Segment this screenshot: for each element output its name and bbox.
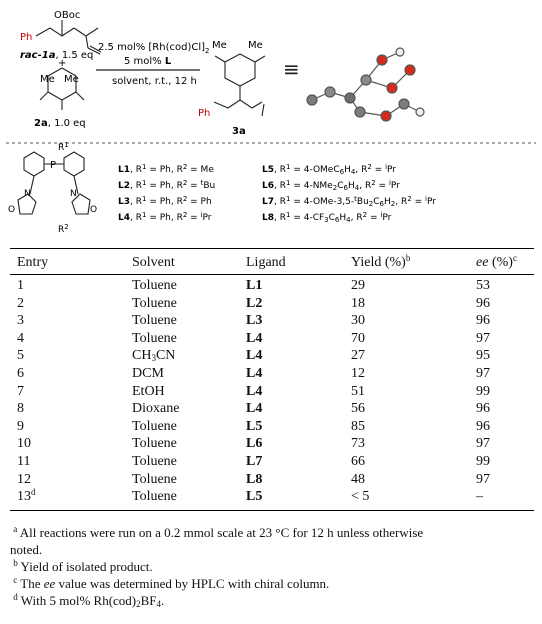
table-row xyxy=(10,347,534,365)
table-top-rule xyxy=(10,248,534,249)
cell-entry: 2 xyxy=(17,295,24,311)
cell-solvent: Toluene xyxy=(132,489,177,505)
substrate-label: rac-1a, 1.5 eq xyxy=(20,50,94,61)
product-me-right: Me xyxy=(248,40,263,51)
cell-entry: 11 xyxy=(17,454,31,469)
cell-yield: 48 xyxy=(351,471,365,487)
cell-ee: 95 xyxy=(476,348,490,364)
ligand-definition: L8, $R^1 = 4-CF_3C_6H_4$, $R^2 = ^iPr$ xyxy=(262,211,392,224)
table-row xyxy=(10,312,534,330)
cell-ee: 97 xyxy=(476,471,490,487)
ligand-r2-label: $R^2$ xyxy=(58,223,69,235)
cell-ligand: L6 xyxy=(246,436,263,452)
ligand-definition: L1, $R^1 = Ph$, $R^2 = Me$ xyxy=(118,163,214,175)
cell-ee: 99 xyxy=(476,383,490,399)
ligand-p-atom: P xyxy=(50,160,57,171)
cell-entry: 8 xyxy=(17,401,24,417)
cell-entry: 7 xyxy=(17,383,24,399)
header-yield: Yield (%)$^b$ xyxy=(351,253,411,270)
cell-entry: 5 xyxy=(17,348,24,364)
ligand-n-left: N xyxy=(24,189,31,199)
table-header-rule xyxy=(10,274,534,275)
cell-ligand: L3 xyxy=(246,313,263,329)
cell-ligand: L8 xyxy=(246,471,263,487)
header-ee: ee (%)$^c$ xyxy=(476,253,517,270)
cell-ligand: L4 xyxy=(246,330,263,346)
cell-ee: 96 xyxy=(476,418,490,434)
cell-yield: 27 xyxy=(351,348,365,364)
table-row xyxy=(10,400,534,418)
cell-yield: 73 xyxy=(351,436,365,452)
cell-ee: – xyxy=(476,489,483,505)
cell-entry: 3 xyxy=(17,313,24,329)
catalyst-line: 2.5 mol% $[Rh(cod)Cl]_2$ xyxy=(98,42,210,55)
table-row xyxy=(10,295,534,313)
cell-ligand: L2 xyxy=(246,295,263,311)
nucleophile-label: 2a, 1.0 eq xyxy=(34,118,86,129)
table-bottom-rule xyxy=(10,510,534,511)
table-row xyxy=(10,435,534,453)
ligand-n-right: N xyxy=(70,189,77,199)
footnote-c: $^c$ The ee value was determined by HPLC with chiral column. xyxy=(13,575,330,591)
ligand-definition: L5, $R^1$ = $4-OMeC_6H_4$, $R^2 = ^iPr$ xyxy=(262,163,396,176)
cell-ligand: L7 xyxy=(246,454,263,469)
header-solvent: Solvent xyxy=(132,255,175,270)
footnote-a: $^a$ All reactions were run on a 0.2 mmol scale at 23 °C for 12 h unless otherwise xyxy=(13,524,424,540)
ligand-definition: L7, $R^1 = 4-OMe-3,5-^tBu_2C_6H_2$, $R^2 = ^iPr$ xyxy=(262,195,436,208)
cell-ligand: L4 xyxy=(246,366,263,381)
cell-yield: 18 xyxy=(351,295,365,311)
cell-ligand: L4 xyxy=(246,348,263,364)
header-ligand: Ligand xyxy=(246,255,286,270)
table-row xyxy=(10,277,534,295)
cell-ee: 97 xyxy=(476,366,490,381)
cell-yield: 56 xyxy=(351,401,365,417)
cell-ligand: L4 xyxy=(246,401,263,417)
product-ph-label: Ph xyxy=(198,108,211,119)
cell-ee: 99 xyxy=(476,454,490,469)
cell-solvent: Toluene xyxy=(132,436,177,452)
cell-entry: 10 xyxy=(17,436,31,452)
ligand-definition: L2, $R^1 = Ph$, $R^2 = ^tBu$ xyxy=(118,179,216,191)
cell-yield: 30 xyxy=(351,313,365,329)
ligand-r1-label: $R^1$ xyxy=(58,141,69,153)
cell-yield: < 5 xyxy=(351,489,370,505)
cell-solvent: Toluene xyxy=(132,295,177,311)
me-left-label: Me xyxy=(40,74,55,85)
substrate-group-label: OBoc xyxy=(54,10,81,21)
cell-solvent: Dioxane xyxy=(132,401,180,417)
cell-yield: 85 xyxy=(351,418,365,434)
product-me-left: Me xyxy=(212,40,227,51)
cell-entry: 1 xyxy=(17,278,24,293)
table-row xyxy=(10,471,534,489)
table-row xyxy=(10,330,534,348)
footnote-b: $^b$ Yield of isolated product. xyxy=(13,558,153,574)
table-row xyxy=(10,365,534,383)
footnote-a-cont: noted. xyxy=(10,542,43,557)
cell-yield: 70 xyxy=(351,330,365,346)
me-right-label: Me xyxy=(64,74,79,85)
cell-yield: 51 xyxy=(351,383,365,399)
table-row xyxy=(10,383,534,401)
table-header-row xyxy=(10,254,534,272)
table-row xyxy=(10,453,534,471)
cell-yield: 12 xyxy=(351,366,365,381)
cell-ee: 53 xyxy=(476,278,490,293)
ligand-o-left: O xyxy=(8,205,16,215)
cell-solvent: Toluene xyxy=(132,278,177,293)
cell-ee: 96 xyxy=(476,295,490,311)
ligand-definition: L6, $R^1 = 4-NMe_2C_6H_4$, $R^2 = ^iPr$ xyxy=(262,179,400,192)
cell-entry: 6 xyxy=(17,366,24,381)
cell-entry: 4 xyxy=(17,330,24,346)
cell-solvent: Toluene xyxy=(132,418,177,434)
ligand-definition: L3, $R^1 = Ph$, $R^2 = Ph$ xyxy=(118,195,212,207)
cell-entry: 12 xyxy=(17,471,31,487)
ligand-o-right: O xyxy=(90,205,98,215)
cell-solvent: DCM xyxy=(132,366,164,381)
cell-entry: 9 xyxy=(17,418,24,434)
cell-solvent: Toluene xyxy=(132,330,177,346)
cell-ligand: L5 xyxy=(246,418,263,434)
table-row xyxy=(10,488,534,506)
equivalence-symbol: ≡ xyxy=(283,57,300,81)
header-entry: Entry xyxy=(17,255,49,270)
cell-ee: 97 xyxy=(476,436,490,452)
cell-ee: 97 xyxy=(476,330,490,346)
plus-sign: + xyxy=(58,58,67,69)
cell-solvent: Toluene xyxy=(132,313,177,329)
reaction-scheme xyxy=(0,0,542,242)
cell-ee: 96 xyxy=(476,313,490,329)
product-label: 3a xyxy=(232,126,246,137)
cell-yield: 66 xyxy=(351,454,365,469)
conditions-line: solvent, r.t., 12 h xyxy=(112,76,197,87)
cell-ligand: L1 xyxy=(246,278,263,293)
cell-entry: 13$^d$ xyxy=(17,487,36,505)
ligand-loading-line: 5 mol% L xyxy=(124,56,172,67)
cell-ligand: L4 xyxy=(246,383,263,399)
cell-solvent: $CH_3CN$ xyxy=(132,348,176,364)
table-row xyxy=(10,418,534,436)
footnote-d: $^d$ With 5 mol% $Rh(cod)_2BF_4$. xyxy=(13,592,165,609)
cell-yield: 29 xyxy=(351,278,365,293)
crystal-structure-image xyxy=(307,48,424,121)
ligand-definition: L4, $R^1 = Ph$, $R^2 = ^iPr$ xyxy=(118,211,212,223)
cell-solvent: Toluene xyxy=(132,471,177,487)
cell-ligand: L5 xyxy=(246,489,263,505)
cell-ee: 96 xyxy=(476,401,490,417)
cell-solvent: Toluene xyxy=(132,454,177,469)
cell-solvent: EtOH xyxy=(132,383,165,399)
substrate-ph-label: Ph xyxy=(20,32,33,43)
